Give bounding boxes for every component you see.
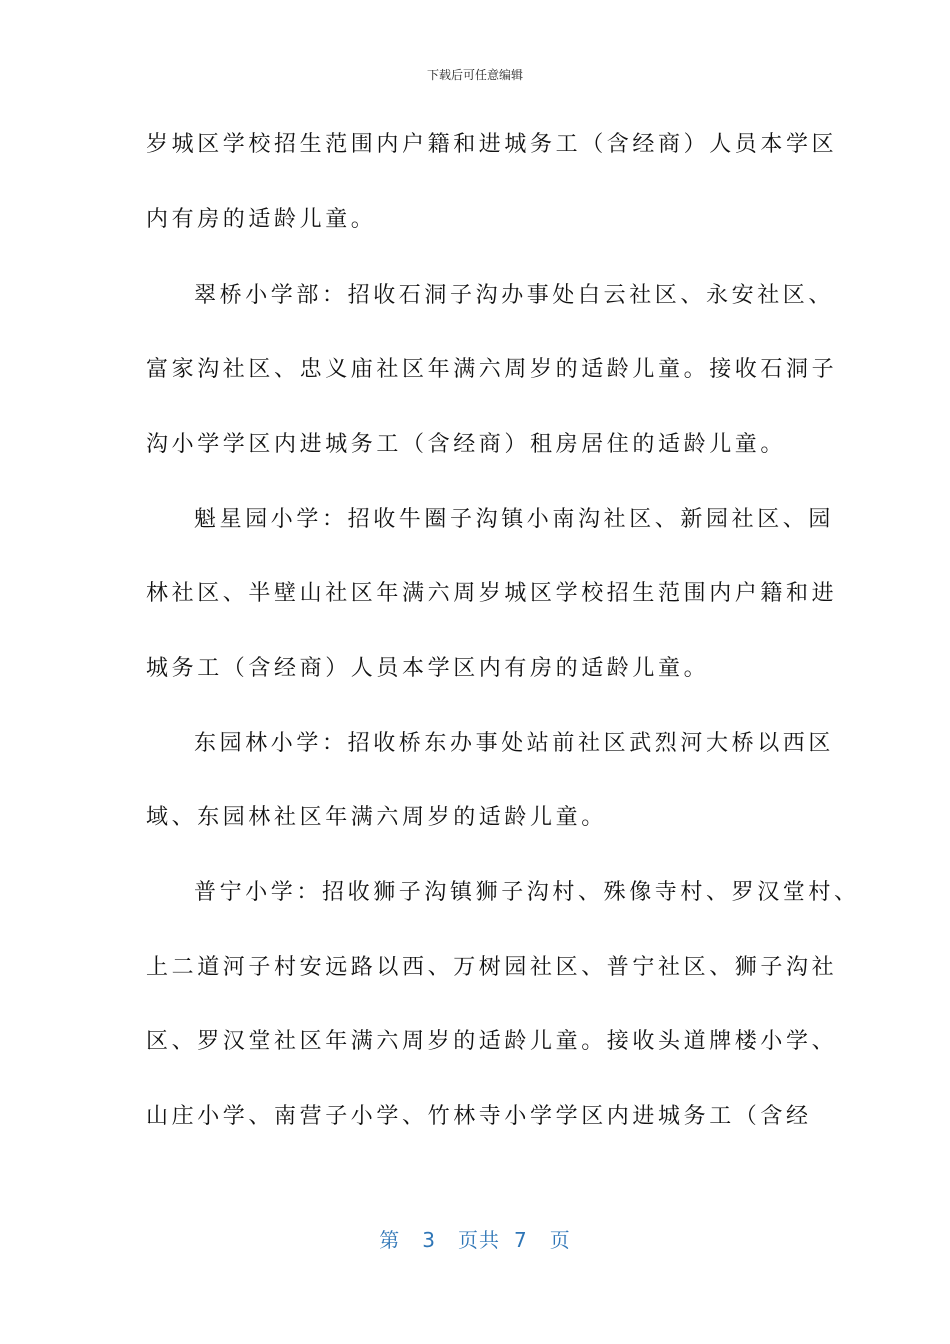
total-pages-number: 7 xyxy=(514,1228,528,1252)
paragraph-start-line: 魁星园小学：招收牛圈子沟镇小南沟社区、新园社区、园 xyxy=(194,507,835,532)
paragraph-start-line: 东园林小学：招收桥东办事处站前社区武烈河大桥以西区 xyxy=(194,731,835,756)
paragraph-start-line: 翠桥小学部：招收石洞子沟办事处白云社区、永安社区、 xyxy=(194,283,835,308)
body-line: 上二道河子村安远路以西、万树园社区、普宁社区、狮子沟社 xyxy=(146,955,838,980)
body-line: 区、罗汉堂社区年满六周岁的适龄儿童。接收头道牌楼小学、 xyxy=(146,1029,838,1054)
body-line: 域、东园林社区年满六周岁的适龄儿童。 xyxy=(146,805,607,830)
body-line: 林社区、半壁山社区年满六周岁城区学校招生范围内户籍和进 xyxy=(146,581,838,606)
header-note: 下载后可任意编辑 xyxy=(426,68,523,82)
page-label-mid: 页共 xyxy=(458,1228,500,1252)
body-line: 城务工（含经商）人员本学区内有房的适龄儿童。 xyxy=(146,656,710,681)
paragraph-start-line: 普宁小学：招收狮子沟镇狮子沟村、殊像寺村、罗汉堂村、 xyxy=(194,880,860,905)
body-line: 沟小学学区内进城务工（含经商）租房居住的适龄儿童。 xyxy=(146,432,787,457)
page-label-prefix: 第 xyxy=(379,1228,401,1252)
page-number-footer xyxy=(0,1224,950,1253)
current-page-number: 3 xyxy=(422,1228,436,1252)
body-line: 岁城区学校招生范围内户籍和进城务工（含经商）人员本学区 xyxy=(146,132,838,157)
body-line: 内有房的适龄儿童。 xyxy=(146,207,377,232)
page-label-suffix: 页 xyxy=(549,1228,571,1252)
body-line: 富家沟社区、忠义庙社区年满六周岁的适龄儿童。接收石洞子 xyxy=(146,357,838,382)
body-line: 山庄小学、南营子小学、竹林寺小学学区内进城务工（含经 xyxy=(146,1104,812,1129)
